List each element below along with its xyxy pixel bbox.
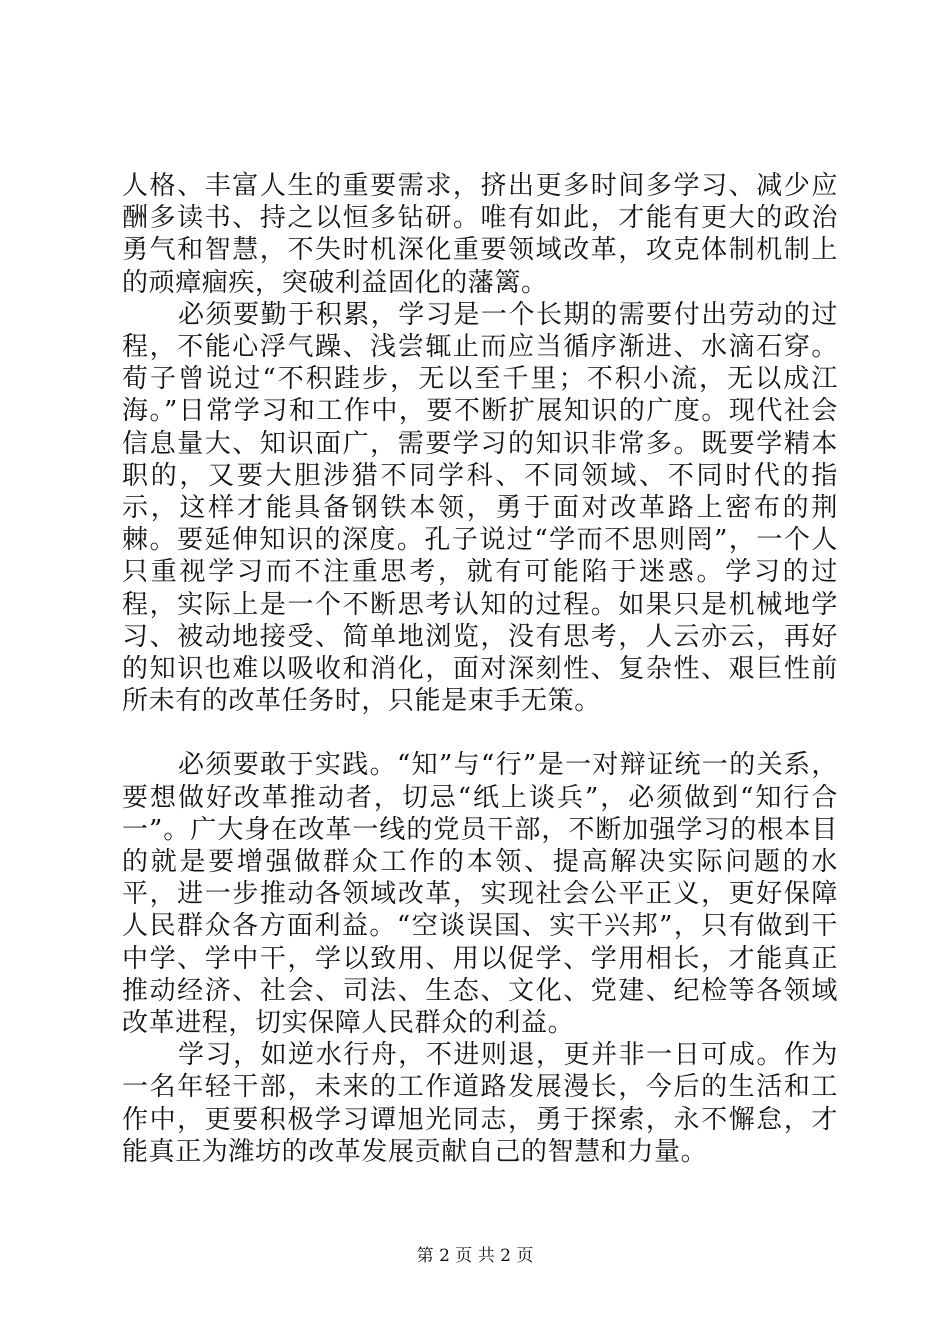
paragraph-continuation: 人格、丰富人生的重要需求，挤出更多时间多学习、减少应酬多读书、持之以恒多钻研。唯有如此，才能有更大的政治勇气和智慧，不失时机深化重要领域改革，攻克体制机制上的顽瘴痼疾，突破利益固化的藩篱。 — [122, 171, 838, 298]
page-footer: 第 2 页 共 2 页 — [416, 1246, 534, 1266]
paragraph-accumulation: 必须要勤于积累，学习是一个长期的需要付出劳动的过程，不能心浮气躁、浅尝辄止而应当循序渐进、水滴石穿。荀子曾说过“不积跬步，无以至千里；不积小流，无以成江海。”日常学习和工作中，要不断扩展知识的广度。现代社会信息量大、知识面广，需要学习的知识非常多。既要学精本职的，又要大胆涉猎不同学科、不同领域、不同时代的指示，这样才能具备钢铁本领，勇于面对改革路上密布的荆棘。要延伸知识的深度。孔子说过“学而不思则罔”，一个人只重视学习而不注重思考，就有可能陷于迷惑。学习的过程，实际上是一个不断思考认知的过程。如果只是机械地学习、被动地接受、简单地浏览，没有思考，人云亦云，再好的知识也难以吸收和消化，面对深刻性、复杂性、艰巨性前所未有的改革任务时，只能是束手无策。 — [122, 299, 838, 717]
document-body — [122, 170, 838, 1168]
paragraph-conclusion: 学习，如逆水行舟，不进则退，更并非一日可成。作为一名年轻干部，未来的工作道路发展漫长，今后的生活和工作中，更要积极学习谭旭光同志，勇于探索，永不懈怠，才能真正为潍坊的改革发展贡献自己的智慧和力量。 — [122, 1040, 838, 1167]
paragraph-practice: 必须要敢于实践。“知”与“行”是一对辩证统一的关系，要想做好改革推动者，切忌“纸上谈兵”，必须做到“知行合一”。广大身在改革一线的党员干部，不断加强学习的根本目的就是要增强做群众工作的本领、提高解决实际问题的水平，进一步推动各领域改革，实现社会公平正义，更好保障人民群众各方面利益。“空谈误国、实干兴邦”，只有做到干中学、学中干，学以致用、用以促学、学用相长，才能真正推动经济、社会、司法、生态、文化、党建、纪检等各领域改革进程，切实保障人民群众的利益。 — [122, 750, 838, 1039]
